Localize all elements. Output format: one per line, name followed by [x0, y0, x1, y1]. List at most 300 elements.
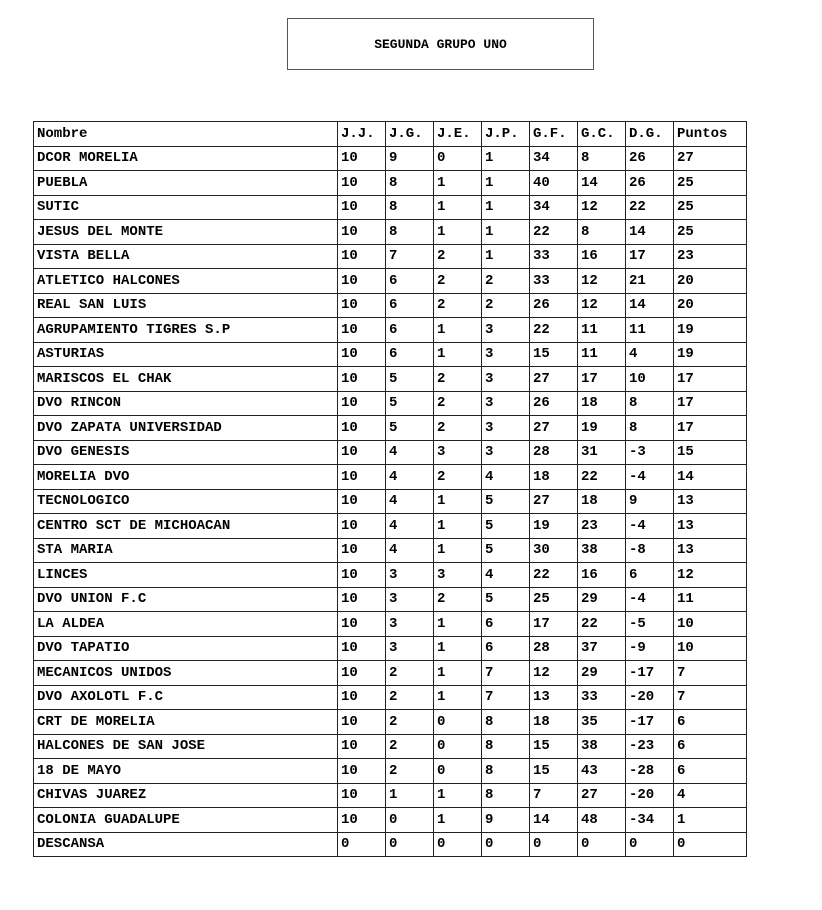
stat-cell: 10	[338, 195, 386, 220]
page-title	[287, 18, 594, 70]
stat-cell: 29	[578, 661, 626, 686]
stat-cell: 2	[434, 293, 482, 318]
column-header: J.J.	[338, 122, 386, 147]
stat-cell: 5	[482, 587, 530, 612]
stat-cell: 5	[386, 367, 434, 392]
team-name-cell: VISTA BELLA	[34, 244, 338, 269]
stat-cell: 4	[386, 489, 434, 514]
stat-cell: 22	[626, 195, 674, 220]
table-row	[34, 783, 747, 808]
table-row	[34, 538, 747, 563]
stat-cell: 1	[434, 636, 482, 661]
stat-cell: 10	[338, 685, 386, 710]
team-name-cell: CHIVAS JUAREZ	[34, 783, 338, 808]
stat-cell: 27	[530, 489, 578, 514]
stat-cell: 10	[338, 734, 386, 759]
stat-cell: 1	[434, 538, 482, 563]
stat-cell: 12	[578, 293, 626, 318]
table-row	[34, 465, 747, 490]
team-name-cell: DVO UNION F.C	[34, 587, 338, 612]
stat-cell: 38	[578, 734, 626, 759]
table-row	[34, 832, 747, 857]
table-row	[34, 171, 747, 196]
stat-cell: 19	[674, 318, 747, 343]
stat-cell: 2	[434, 244, 482, 269]
stat-cell: 17	[674, 367, 747, 392]
team-name-cell: ASTURIAS	[34, 342, 338, 367]
stat-cell: 11	[626, 318, 674, 343]
column-header: Puntos	[674, 122, 747, 147]
title-text: SEGUNDA GRUPO UNO	[374, 36, 507, 52]
stat-cell: 3	[386, 612, 434, 637]
stat-cell: 0	[386, 832, 434, 857]
stat-cell: 7	[674, 685, 747, 710]
stat-cell: 1	[482, 195, 530, 220]
stat-cell: 13	[674, 514, 747, 539]
stat-cell: 33	[530, 244, 578, 269]
stat-cell: 7	[482, 685, 530, 710]
stat-cell: 2	[434, 587, 482, 612]
table-row	[34, 612, 747, 637]
stat-cell: 30	[530, 538, 578, 563]
stat-cell: 18	[530, 710, 578, 735]
stat-cell: 10	[338, 367, 386, 392]
stat-cell: 7	[530, 783, 578, 808]
stat-cell: 16	[578, 244, 626, 269]
table-row	[34, 195, 747, 220]
stat-cell: 16	[578, 563, 626, 588]
table-row	[34, 293, 747, 318]
stat-cell: 1	[434, 489, 482, 514]
team-name-cell: STA MARIA	[34, 538, 338, 563]
team-name-cell: HALCONES DE SAN JOSE	[34, 734, 338, 759]
team-name-cell: DVO GENESIS	[34, 440, 338, 465]
stat-cell: 34	[530, 195, 578, 220]
table-row	[34, 367, 747, 392]
stat-cell: 26	[626, 146, 674, 171]
stat-cell: 8	[482, 734, 530, 759]
stat-cell: -8	[626, 538, 674, 563]
table-row	[34, 416, 747, 441]
team-name-cell: MARISCOS EL CHAK	[34, 367, 338, 392]
stat-cell: 0	[434, 734, 482, 759]
stat-cell: 6	[386, 269, 434, 294]
table-row	[34, 759, 747, 784]
team-name-cell: COLONIA GUADALUPE	[34, 808, 338, 833]
stat-cell: 11	[674, 587, 747, 612]
team-name-cell: DVO TAPATIO	[34, 636, 338, 661]
stat-cell: 10	[338, 587, 386, 612]
stat-cell: 10	[338, 783, 386, 808]
stat-cell: 6	[674, 759, 747, 784]
column-header: G.C.	[578, 122, 626, 147]
stat-cell: 0	[530, 832, 578, 857]
stat-cell: 6	[674, 710, 747, 735]
stat-cell: 10	[338, 171, 386, 196]
stat-cell: 0	[386, 808, 434, 833]
stat-cell: -4	[626, 587, 674, 612]
stat-cell: 1	[674, 808, 747, 833]
stat-cell: 3	[386, 636, 434, 661]
stat-cell: -3	[626, 440, 674, 465]
stat-cell: 2	[434, 367, 482, 392]
stat-cell: 29	[578, 587, 626, 612]
header-row	[34, 122, 747, 147]
stat-cell: 27	[578, 783, 626, 808]
stat-cell: 12	[530, 661, 578, 686]
stat-cell: 4	[482, 465, 530, 490]
stat-cell: 14	[530, 808, 578, 833]
stat-cell: 12	[578, 195, 626, 220]
stat-cell: 10	[338, 318, 386, 343]
stat-cell: 5	[482, 538, 530, 563]
stat-cell: 8	[386, 220, 434, 245]
team-name-cell: AGRUPAMIENTO TIGRES S.P	[34, 318, 338, 343]
stat-cell: 1	[434, 661, 482, 686]
stat-cell: 31	[578, 440, 626, 465]
stat-cell: 11	[578, 342, 626, 367]
stat-cell: 1	[482, 146, 530, 171]
stat-cell: 10	[338, 514, 386, 539]
stat-cell: -20	[626, 783, 674, 808]
stat-cell: 11	[578, 318, 626, 343]
stat-cell: 4	[386, 440, 434, 465]
stat-cell: 12	[674, 563, 747, 588]
table-row	[34, 342, 747, 367]
stat-cell: 3	[482, 342, 530, 367]
stat-cell: -5	[626, 612, 674, 637]
stat-cell: 7	[386, 244, 434, 269]
stat-cell: 0	[434, 832, 482, 857]
stat-cell: 14	[674, 465, 747, 490]
stat-cell: 0	[434, 710, 482, 735]
stat-cell: 6	[386, 342, 434, 367]
stat-cell: 14	[626, 293, 674, 318]
stat-cell: -28	[626, 759, 674, 784]
stat-cell: 37	[578, 636, 626, 661]
stat-cell: 40	[530, 171, 578, 196]
table-row	[34, 244, 747, 269]
team-name-cell: 18 DE MAYO	[34, 759, 338, 784]
stat-cell: 10	[338, 465, 386, 490]
table-row	[34, 489, 747, 514]
stat-cell: 21	[626, 269, 674, 294]
stat-cell: 3	[482, 367, 530, 392]
stat-cell: 10	[674, 612, 747, 637]
stat-cell: 6	[386, 318, 434, 343]
stat-cell: 17	[674, 391, 747, 416]
stat-cell: 8	[626, 416, 674, 441]
stat-cell: 14	[626, 220, 674, 245]
stat-cell: 1	[482, 244, 530, 269]
stat-cell: 4	[386, 465, 434, 490]
stat-cell: 15	[530, 342, 578, 367]
stat-cell: 8	[578, 146, 626, 171]
team-name-cell: SUTIC	[34, 195, 338, 220]
stat-cell: 10	[338, 612, 386, 637]
stat-cell: 43	[578, 759, 626, 784]
stat-cell: 5	[482, 489, 530, 514]
stat-cell: 3	[482, 416, 530, 441]
stat-cell: 26	[626, 171, 674, 196]
stat-cell: 5	[482, 514, 530, 539]
stat-cell: 20	[674, 293, 747, 318]
stat-cell: 8	[578, 220, 626, 245]
stat-cell: 0	[338, 832, 386, 857]
stat-cell: 10	[338, 759, 386, 784]
stat-cell: 10	[338, 489, 386, 514]
table-row	[34, 318, 747, 343]
stat-cell: 8	[482, 710, 530, 735]
stat-cell: 48	[578, 808, 626, 833]
stat-cell: -17	[626, 710, 674, 735]
stat-cell: 19	[530, 514, 578, 539]
column-header: G.F.	[530, 122, 578, 147]
table-row	[34, 587, 747, 612]
stat-cell: 0	[434, 759, 482, 784]
stat-cell: 8	[386, 195, 434, 220]
stat-cell: 25	[674, 195, 747, 220]
stat-cell: 10	[338, 710, 386, 735]
stat-cell: 3	[482, 318, 530, 343]
stat-cell: 20	[674, 269, 747, 294]
stat-cell: 4	[386, 514, 434, 539]
team-name-cell: CENTRO SCT DE MICHOACAN	[34, 514, 338, 539]
stat-cell: 4	[674, 783, 747, 808]
stat-cell: 1	[434, 783, 482, 808]
table-row	[34, 808, 747, 833]
team-name-cell: JESUS DEL MONTE	[34, 220, 338, 245]
table-row	[34, 661, 747, 686]
stat-cell: 4	[626, 342, 674, 367]
stat-cell: 10	[338, 269, 386, 294]
stat-cell: 17	[578, 367, 626, 392]
stat-cell: 10	[338, 440, 386, 465]
team-name-cell: LA ALDEA	[34, 612, 338, 637]
stat-cell: 34	[530, 146, 578, 171]
table-row	[34, 734, 747, 759]
column-header: D.G.	[626, 122, 674, 147]
stat-cell: 10	[338, 146, 386, 171]
team-name-cell: DVO RINCON	[34, 391, 338, 416]
stat-cell: 1	[434, 514, 482, 539]
stat-cell: 1	[434, 195, 482, 220]
stat-cell: 10	[338, 391, 386, 416]
table-row	[34, 710, 747, 735]
column-header: Nombre	[34, 122, 338, 147]
stat-cell: 1	[434, 342, 482, 367]
team-name-cell: MORELIA DVO	[34, 465, 338, 490]
stat-cell: 3	[434, 563, 482, 588]
table-row	[34, 146, 747, 171]
stat-cell: 2	[386, 759, 434, 784]
stat-cell: 17	[626, 244, 674, 269]
stat-cell: 5	[386, 391, 434, 416]
stat-cell: 19	[578, 416, 626, 441]
stat-cell: 10	[338, 342, 386, 367]
stat-cell: 3	[482, 391, 530, 416]
stat-cell: 18	[578, 391, 626, 416]
stat-cell: 9	[386, 146, 434, 171]
team-name-cell: ATLETICO HALCONES	[34, 269, 338, 294]
stat-cell: 10	[338, 563, 386, 588]
stat-cell: 13	[674, 489, 747, 514]
table-row	[34, 685, 747, 710]
stat-cell: 1	[482, 220, 530, 245]
stat-cell: 27	[530, 416, 578, 441]
table-row	[34, 220, 747, 245]
stat-cell: 2	[386, 661, 434, 686]
stat-cell: 10	[626, 367, 674, 392]
stat-cell: 8	[482, 783, 530, 808]
stat-cell: 2	[386, 710, 434, 735]
stat-cell: 10	[338, 220, 386, 245]
stat-cell: 22	[578, 612, 626, 637]
stat-cell: 22	[578, 465, 626, 490]
stat-cell: 5	[386, 416, 434, 441]
stat-cell: 1	[386, 783, 434, 808]
stat-cell: 0	[434, 146, 482, 171]
stat-cell: 18	[578, 489, 626, 514]
stat-cell: 9	[482, 808, 530, 833]
stat-cell: -34	[626, 808, 674, 833]
stat-cell: 1	[434, 171, 482, 196]
stat-cell: 25	[674, 220, 747, 245]
stat-cell: 6	[626, 563, 674, 588]
stat-cell: 3	[386, 587, 434, 612]
stat-cell: -23	[626, 734, 674, 759]
stat-cell: 17	[530, 612, 578, 637]
stat-cell: 2	[386, 734, 434, 759]
stat-cell: 19	[674, 342, 747, 367]
column-header: J.P.	[482, 122, 530, 147]
team-name-cell: PUEBLA	[34, 171, 338, 196]
stat-cell: 33	[530, 269, 578, 294]
stat-cell: 8	[482, 759, 530, 784]
stat-cell: 12	[578, 269, 626, 294]
table-row	[34, 636, 747, 661]
stat-cell: 7	[482, 661, 530, 686]
stat-cell: 3	[434, 440, 482, 465]
stat-cell: 1	[482, 171, 530, 196]
table-row	[34, 440, 747, 465]
team-name-cell: REAL SAN LUIS	[34, 293, 338, 318]
stat-cell: 10	[338, 661, 386, 686]
team-name-cell: DVO ZAPATA UNIVERSIDAD	[34, 416, 338, 441]
stat-cell: 2	[434, 416, 482, 441]
team-name-cell: DCOR MORELIA	[34, 146, 338, 171]
stat-cell: 1	[434, 612, 482, 637]
stat-cell: 0	[482, 832, 530, 857]
stat-cell: 0	[578, 832, 626, 857]
column-header: J.G.	[386, 122, 434, 147]
stat-cell: 23	[578, 514, 626, 539]
stat-cell: 10	[338, 293, 386, 318]
stat-cell: 3	[482, 440, 530, 465]
stat-cell: 17	[674, 416, 747, 441]
standings-table	[33, 121, 747, 857]
stat-cell: 1	[434, 808, 482, 833]
stat-cell: 26	[530, 391, 578, 416]
stat-cell: 33	[578, 685, 626, 710]
stat-cell: 3	[386, 563, 434, 588]
stat-cell: 13	[674, 538, 747, 563]
team-name-cell: DESCANSA	[34, 832, 338, 857]
stat-cell: 27	[530, 367, 578, 392]
stat-cell: 6	[482, 612, 530, 637]
table-row	[34, 514, 747, 539]
column-header: J.E.	[434, 122, 482, 147]
stat-cell: 15	[530, 759, 578, 784]
stat-cell: -9	[626, 636, 674, 661]
stat-cell: 22	[530, 318, 578, 343]
stat-cell: 25	[674, 171, 747, 196]
stat-cell: -4	[626, 514, 674, 539]
stat-cell: 15	[674, 440, 747, 465]
stat-cell: 35	[578, 710, 626, 735]
stat-cell: 22	[530, 220, 578, 245]
stat-cell: 10	[338, 244, 386, 269]
team-name-cell: DVO AXOLOTL F.C	[34, 685, 338, 710]
stat-cell: 6	[674, 734, 747, 759]
team-name-cell: CRT DE MORELIA	[34, 710, 338, 735]
stat-cell: 4	[482, 563, 530, 588]
team-name-cell: TECNOLOGICO	[34, 489, 338, 514]
stat-cell: 1	[434, 220, 482, 245]
stat-cell: 22	[530, 563, 578, 588]
team-name-cell: LINCES	[34, 563, 338, 588]
stat-cell: 10	[338, 808, 386, 833]
stat-cell: 18	[530, 465, 578, 490]
stat-cell: 2	[434, 465, 482, 490]
stat-cell: 2	[482, 269, 530, 294]
stat-cell: 28	[530, 636, 578, 661]
stat-cell: 1	[434, 318, 482, 343]
stat-cell: 0	[626, 832, 674, 857]
stat-cell: 10	[674, 636, 747, 661]
stat-cell: 14	[578, 171, 626, 196]
stat-cell: 4	[386, 538, 434, 563]
stat-cell: 2	[386, 685, 434, 710]
stat-cell: -4	[626, 465, 674, 490]
stat-cell: 25	[530, 587, 578, 612]
team-name-cell: MECANICOS UNIDOS	[34, 661, 338, 686]
stat-cell: -20	[626, 685, 674, 710]
stat-cell: 0	[674, 832, 747, 857]
table-row	[34, 563, 747, 588]
stat-cell: 6	[482, 636, 530, 661]
stat-cell: 9	[626, 489, 674, 514]
stat-cell: 10	[338, 636, 386, 661]
stat-cell: 13	[530, 685, 578, 710]
stat-cell: 23	[674, 244, 747, 269]
stat-cell: 15	[530, 734, 578, 759]
stat-cell: 8	[386, 171, 434, 196]
stat-cell: 7	[674, 661, 747, 686]
stat-cell: 27	[674, 146, 747, 171]
stat-cell: -17	[626, 661, 674, 686]
stat-cell: 2	[434, 269, 482, 294]
stat-cell: 10	[338, 538, 386, 563]
stat-cell: 2	[482, 293, 530, 318]
stat-cell: 1	[434, 685, 482, 710]
stat-cell: 28	[530, 440, 578, 465]
table-row	[34, 391, 747, 416]
stat-cell: 10	[338, 416, 386, 441]
table-row	[34, 269, 747, 294]
stat-cell: 8	[626, 391, 674, 416]
stat-cell: 38	[578, 538, 626, 563]
